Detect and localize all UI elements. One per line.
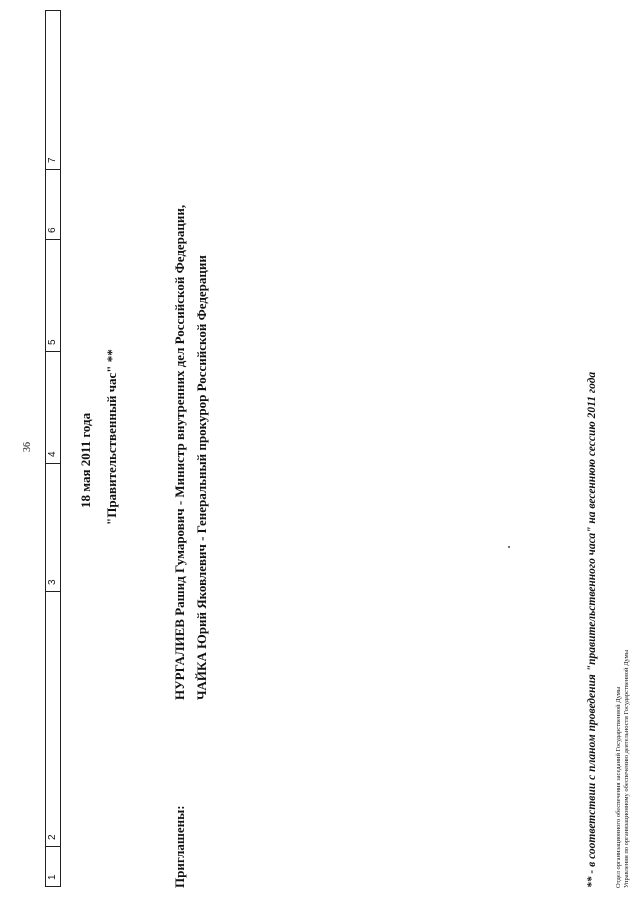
column-number-strip [45,10,61,887]
column-cell-7 [46,11,60,169]
session-date: 18 мая 2011 года [78,412,93,508]
column-cell-4 [46,351,60,463]
page-number: 36 [22,442,33,452]
column-cell-2 [46,591,60,846]
column-cell-6 [46,169,60,239]
column-cell-5 [46,239,60,351]
scan-speck [508,546,510,548]
invitee-line: НУРГАЛИЕВ Рашид Гумарович - Министр внутренних дел Российской Федерации, [172,204,187,700]
column-number: 6 [47,227,58,233]
column-number: 2 [47,834,58,840]
column-number: 3 [47,579,58,585]
column-number: 5 [47,339,58,345]
column-cell-3 [46,463,60,591]
invited-label: Приглашены: [172,805,187,888]
column-number: 1 [47,874,58,880]
session-title: "Правительственный час" ** [104,349,119,525]
column-cell-1 [46,846,60,886]
footer-department-line: Отдел организационного обеспечения заседаний Государственной Думы [615,686,622,888]
column-number: 7 [47,157,58,163]
column-number: 4 [47,451,58,457]
footnote: ** - в соответствии с планом проведения "правительственного часа" на весеннюю сессию 2011 года [586,371,598,888]
invitee-line: ЧАЙКА Юрий Яковлевич - Генеральный прокурор Российской Федерации [194,255,209,700]
footer-department-line: Управления по организационному обеспечению деятельности Государственной Думы [623,649,630,888]
